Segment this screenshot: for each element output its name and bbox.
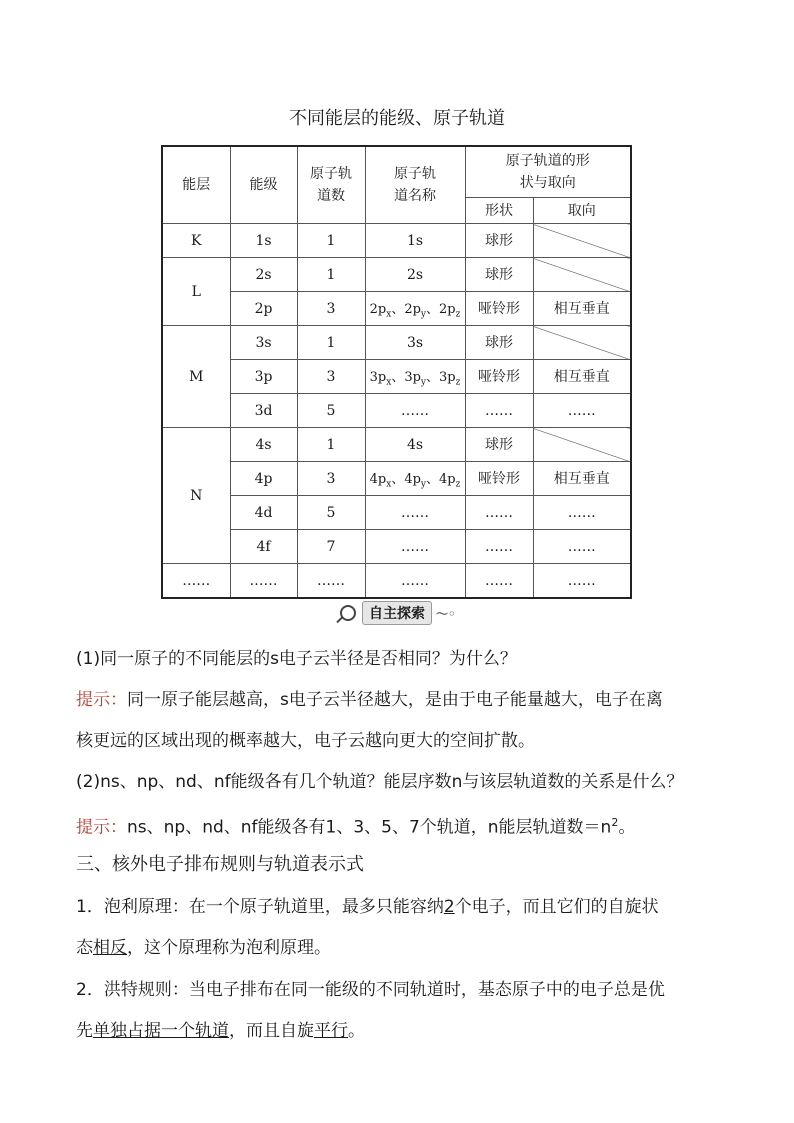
answer-2-end: 。 (618, 817, 636, 838)
name-cell: 2s (365, 258, 465, 292)
table-row (162, 428, 631, 462)
level-cell: 4f (230, 530, 297, 564)
shape-cell: 哑铃形 (465, 360, 533, 394)
header-shape-orient: 原子轨道的形状与取向 (465, 146, 631, 198)
table-row (162, 564, 631, 599)
name-cell: 1s (365, 224, 465, 258)
rule-1-line-2 (76, 935, 726, 961)
layer-cell: K (162, 224, 230, 258)
question-1: (1)同一原子的不同能层的s电子云半径是否相同？为什么？ (76, 649, 517, 669)
name-cell: …… (365, 530, 465, 564)
orbital-table (161, 145, 632, 599)
name-cell: $4p_x$、$4p_y$、$4p_z$ (365, 462, 465, 496)
question-2: (2)ns、np、nd、nf能级各有几个轨道？能层序数n与该层轨道数的关系是什么？ (76, 772, 684, 792)
level-cell: 1s (230, 224, 297, 258)
orient-empty-cell (533, 224, 631, 258)
shape-cell: …… (465, 394, 533, 428)
ellipsis-cell: …… (230, 564, 297, 599)
orient-empty-cell (533, 258, 631, 292)
level-cell: 4d (230, 496, 297, 530)
level-cell: 4s (230, 428, 297, 462)
ellipsis-cell: …… (465, 564, 533, 599)
level-cell: 4p (230, 462, 297, 496)
name-cell: …… (365, 394, 465, 428)
count-cell: 3 (297, 292, 365, 326)
magnifier-icon (340, 605, 356, 621)
rule-1-text-a: 1．泡利原理：在一个原子轨道里，最多只能容纳 (76, 897, 444, 917)
rule-2-blank-1: 单独占据一个轨道 (93, 1021, 229, 1041)
ellipsis-cell: …… (297, 564, 365, 599)
orient-empty-cell (533, 428, 631, 462)
shape-cell: 球形 (465, 428, 533, 462)
name-cell: 4s (365, 428, 465, 462)
name-cell: $3p_x$、$3p_y$、$3p_z$ (365, 360, 465, 394)
orient-cell: …… (533, 394, 631, 428)
badge-label: 自主探索 (362, 601, 432, 625)
shape-cell: 球形 (465, 258, 533, 292)
layer-cell: M (162, 326, 230, 428)
orient-empty-cell (533, 326, 631, 360)
layer-cell: N (162, 428, 230, 564)
exponent: 2 (611, 816, 619, 829)
rule-2-text-b: 先 (76, 1021, 93, 1041)
table-row (162, 462, 631, 496)
name-cell: …… (365, 496, 465, 530)
shape-cell: 哑铃形 (465, 292, 533, 326)
count-cell: 5 (297, 394, 365, 428)
level-cell: 2p (230, 292, 297, 326)
header-orbital-count: 原子轨道数 (297, 146, 365, 224)
answer-1-line-2: 核更远的区域出现的概率越大，电子云越向更大的空间扩散。 (76, 731, 535, 751)
shape-cell: 球形 (465, 224, 533, 258)
shape-cell: 哑铃形 (465, 462, 533, 496)
rule-2-line-2 (76, 1018, 726, 1044)
table-row (162, 258, 631, 292)
rule-2-text-c: ，而且自旋 (229, 1021, 314, 1041)
header-layer: 能层 (162, 146, 230, 224)
ellipsis-cell: …… (365, 564, 465, 599)
table-title: 不同能层的能级、原子轨道 (289, 108, 505, 129)
orient-cell: …… (533, 530, 631, 564)
header-orient: 取向 (533, 198, 631, 224)
count-cell: 1 (297, 258, 365, 292)
count-cell: 3 (297, 462, 365, 496)
table-row (162, 530, 631, 564)
count-cell: 1 (297, 326, 365, 360)
table-row (162, 496, 631, 530)
rule-1-text-c: 态 (76, 938, 93, 958)
count-cell: 5 (297, 496, 365, 530)
table-row (162, 394, 631, 428)
level-cell: 3d (230, 394, 297, 428)
name-cell: $2p_x$、$2p_y$、$2p_z$ (365, 292, 465, 326)
tail-decoration-icon: ～◦ (436, 606, 456, 621)
level-cell: 3s (230, 326, 297, 360)
table-row (162, 326, 631, 360)
rule-2-blank-2: 平行 (314, 1021, 348, 1041)
count-cell: 1 (297, 428, 365, 462)
ellipsis-cell: …… (533, 564, 631, 599)
orient-cell: 相互垂直 (533, 462, 631, 496)
shape-cell: …… (465, 496, 533, 530)
rule-1-line-1 (76, 894, 726, 920)
header-orbital-name: 原子轨道名称 (365, 146, 465, 224)
answer-2-text: ns、np、nd、nf能级各有1、3、5、7个轨道，n能层轨道数＝n (127, 817, 612, 838)
answer-2 (76, 810, 726, 841)
header-level: 能级 (230, 146, 297, 224)
shape-cell: 球形 (465, 326, 533, 360)
orient-cell: …… (533, 496, 631, 530)
section-3-heading: 三、核外电子排布规则与轨道表示式 (76, 854, 364, 875)
explore-badge (340, 602, 456, 624)
rule-1-text-d: ，这个原理称为泡利原理。 (127, 938, 331, 958)
orient-cell: 相互垂直 (533, 292, 631, 326)
rule-1-blank-1: 2 (443, 897, 455, 917)
table-row (162, 224, 631, 258)
level-cell: 2s (230, 258, 297, 292)
count-cell: 1 (297, 224, 365, 258)
orient-cell: 相互垂直 (533, 360, 631, 394)
name-cell: 3s (365, 326, 465, 360)
hint-label: 提示： (76, 690, 127, 710)
rule-2-line-1: 2．洪特规则：当电子排布在同一能级的不同轨道时，基态原子中的电子总是优 (76, 980, 665, 1000)
rule-1-blank-2: 相反 (93, 938, 127, 958)
rule-1-text-b: 个电子，而且它们的自旋状 (454, 897, 659, 917)
level-cell: 3p (230, 360, 297, 394)
count-cell: 3 (297, 360, 365, 394)
layer-cell: L (162, 258, 230, 326)
answer-1-text: 同一原子能层越高，s电子云半径越大，是由于电子能量越大，电子在离 (127, 690, 663, 710)
ellipsis-cell: …… (162, 564, 230, 599)
hint-label: 提示： (76, 817, 127, 838)
shape-cell: …… (465, 530, 533, 564)
table-row (162, 292, 631, 326)
header-shape: 形状 (465, 198, 533, 224)
rule-2-text-d: 。 (348, 1021, 365, 1041)
count-cell: 7 (297, 530, 365, 564)
table-row (162, 360, 631, 394)
answer-1-line-1 (76, 687, 726, 713)
